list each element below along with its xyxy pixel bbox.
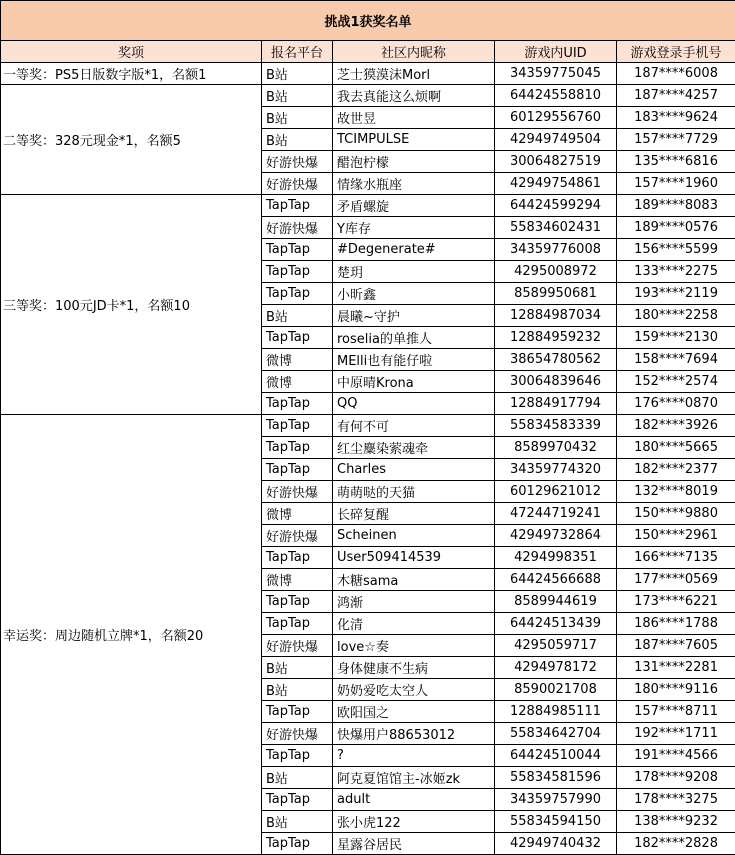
header-uid: 游戏内UID — [495, 41, 617, 63]
uid-cell: 30064827519 — [495, 151, 617, 173]
table-row — [1, 415, 735, 437]
uid-cell: 8589970432 — [495, 437, 617, 459]
header-nickname: 社区内昵称 — [333, 41, 495, 63]
platform-cell: TapTap — [262, 701, 333, 723]
phone-cell: 182****3926 — [617, 415, 735, 437]
nickname-cell: 欧阳国之 — [333, 701, 495, 723]
phone-cell: 138****9232 — [617, 811, 735, 833]
phone-cell: 135****6816 — [617, 151, 735, 173]
nickname-cell: 我去真能这么烦啊 — [333, 85, 495, 107]
nickname-cell: 故世昱 — [333, 107, 495, 129]
table-row — [1, 195, 735, 217]
phone-cell: 178****3275 — [617, 789, 735, 811]
uid-cell: 38654780562 — [495, 349, 617, 371]
nickname-cell: 芝士獏漠沫Morl — [333, 63, 495, 85]
phone-cell: 131****2281 — [617, 657, 735, 679]
platform-cell: B站 — [262, 129, 333, 151]
platform-cell: 好游快爆 — [262, 525, 333, 547]
uid-cell: 34359775045 — [495, 63, 617, 85]
phone-cell: 193****2119 — [617, 283, 735, 305]
prize-cell: 三等奖：100元JD卡*1，名额10 — [1, 195, 262, 415]
nickname-cell: 矛盾螺旋 — [333, 195, 495, 217]
platform-cell: B站 — [262, 657, 333, 679]
nickname-cell: 星露谷居民 — [333, 833, 495, 855]
phone-cell: 150****2961 — [617, 525, 735, 547]
nickname-cell: love☆奏 — [333, 635, 495, 657]
platform-cell: TapTap — [262, 459, 333, 481]
uid-cell: 64424558810 — [495, 85, 617, 107]
uid-cell: 64424599294 — [495, 195, 617, 217]
uid-cell: 4295008972 — [495, 261, 617, 283]
phone-cell: 180****5665 — [617, 437, 735, 459]
platform-cell: 好游快爆 — [262, 217, 333, 239]
table-row — [1, 63, 735, 85]
uid-cell: 55834602431 — [495, 217, 617, 239]
phone-cell: 166****7135 — [617, 547, 735, 569]
nickname-cell: 有何不可 — [333, 415, 495, 437]
nickname-cell: 萌萌哒的天猫 — [333, 481, 495, 503]
phone-cell: 187****4257 — [617, 85, 735, 107]
nickname-cell: QQ — [333, 393, 495, 415]
header-prize: 奖项 — [1, 41, 262, 63]
phone-cell: 133****2275 — [617, 261, 735, 283]
nickname-cell: 楚玥 — [333, 261, 495, 283]
nickname-cell: 张小虎122 — [333, 811, 495, 833]
platform-cell: TapTap — [262, 393, 333, 415]
platform-cell: 微博 — [262, 349, 333, 371]
phone-cell: 180****9116 — [617, 679, 735, 701]
uid-cell: 55834642704 — [495, 723, 617, 745]
uid-cell: 60129621012 — [495, 481, 617, 503]
platform-cell: TapTap — [262, 261, 333, 283]
nickname-cell: 醋泡柠檬 — [333, 151, 495, 173]
uid-cell: 42949754861 — [495, 173, 617, 195]
uid-cell: 34359776008 — [495, 239, 617, 261]
platform-cell: TapTap — [262, 239, 333, 261]
uid-cell: 55834594150 — [495, 811, 617, 833]
platform-cell: TapTap — [262, 195, 333, 217]
table-body — [1, 63, 735, 855]
uid-cell: 42949732864 — [495, 525, 617, 547]
uid-cell: 42949740432 — [495, 833, 617, 855]
phone-cell: 152****2574 — [617, 371, 735, 393]
uid-cell: 12884985111 — [495, 701, 617, 723]
nickname-cell: Charles — [333, 459, 495, 481]
platform-cell: 好游快爆 — [262, 151, 333, 173]
platform-cell: B站 — [262, 85, 333, 107]
phone-cell: 180****2258 — [617, 305, 735, 327]
uid-cell: 34359774320 — [495, 459, 617, 481]
phone-cell: 157****7729 — [617, 129, 735, 151]
phone-cell: 178****9208 — [617, 767, 735, 789]
nickname-cell: 晨曦~守护 — [333, 305, 495, 327]
platform-cell: TapTap — [262, 745, 333, 767]
nickname-cell: 情缘水瓶座 — [333, 173, 495, 195]
table-row — [1, 85, 735, 107]
phone-cell: 150****9880 — [617, 503, 735, 525]
prize-cell: 幸运奖：周边随机立牌*1，名额20 — [1, 415, 262, 855]
platform-cell: B站 — [262, 305, 333, 327]
nickname-cell: 鸿渐 — [333, 591, 495, 613]
nickname-cell: Scheinen — [333, 525, 495, 547]
uid-cell: 8590021708 — [495, 679, 617, 701]
nickname-cell: #Degenerate# — [333, 239, 495, 261]
uid-cell: 12884959232 — [495, 327, 617, 349]
nickname-cell: adult — [333, 789, 495, 811]
phone-cell: 189****8083 — [617, 195, 735, 217]
platform-cell: 微博 — [262, 569, 333, 591]
phone-cell: 173****6221 — [617, 591, 735, 613]
phone-cell: 189****0576 — [617, 217, 735, 239]
platform-cell: 微博 — [262, 503, 333, 525]
phone-cell: 157****1960 — [617, 173, 735, 195]
nickname-cell: 化清 — [333, 613, 495, 635]
platform-cell: TapTap — [262, 327, 333, 349]
uid-cell: 4295059717 — [495, 635, 617, 657]
phone-cell: 183****9624 — [617, 107, 735, 129]
platform-cell: TapTap — [262, 283, 333, 305]
header-row — [1, 41, 735, 63]
phone-cell: 159****2130 — [617, 327, 735, 349]
uid-cell: 4294978172 — [495, 657, 617, 679]
platform-cell: TapTap — [262, 789, 333, 811]
platform-cell: TapTap — [262, 547, 333, 569]
header-platform: 报名平台 — [262, 41, 333, 63]
platform-cell: 微博 — [262, 371, 333, 393]
platform-cell: TapTap — [262, 591, 333, 613]
nickname-cell: User509414539 — [333, 547, 495, 569]
uid-cell: 4294998351 — [495, 547, 617, 569]
prize-cell: 二等奖：328元现金*1，名额5 — [1, 85, 262, 195]
uid-cell: 12884987034 — [495, 305, 617, 327]
uid-cell: 12884917794 — [495, 393, 617, 415]
uid-cell: 34359757990 — [495, 789, 617, 811]
nickname-cell: TCIMPULSE — [333, 129, 495, 151]
nickname-cell: 中原晴Krona — [333, 371, 495, 393]
nickname-cell: 阿克夏馆馆主-冰姬zk — [333, 767, 495, 789]
phone-cell: 191****4566 — [617, 745, 735, 767]
phone-cell: 156****5599 — [617, 239, 735, 261]
phone-cell: 182****2828 — [617, 833, 735, 855]
uid-cell: 8589950681 — [495, 283, 617, 305]
platform-cell: 好游快爆 — [262, 481, 333, 503]
uid-cell: 64424566688 — [495, 569, 617, 591]
phone-cell: 177****0569 — [617, 569, 735, 591]
phone-cell: 187****6008 — [617, 63, 735, 85]
nickname-cell: 木糖sama — [333, 569, 495, 591]
uid-cell: 60129556760 — [495, 107, 617, 129]
uid-cell: 42949749504 — [495, 129, 617, 151]
phone-cell: 182****2377 — [617, 459, 735, 481]
uid-cell: 64424513439 — [495, 613, 617, 635]
platform-cell: TapTap — [262, 833, 333, 855]
platform-cell: B站 — [262, 767, 333, 789]
platform-cell: 好游快爆 — [262, 723, 333, 745]
prize-cell: 一等奖：PS5日版数字版*1，名额1 — [1, 63, 262, 85]
table-title: 挑战1获奖名单 — [1, 1, 735, 41]
platform-cell: B站 — [262, 107, 333, 129]
platform-cell: 好游快爆 — [262, 173, 333, 195]
nickname-cell: roselia的单推人 — [333, 327, 495, 349]
nickname-cell: 快爆用户88653012 — [333, 723, 495, 745]
nickname-cell: 小昕鑫 — [333, 283, 495, 305]
phone-cell: 192****1711 — [617, 723, 735, 745]
platform-cell: TapTap — [262, 415, 333, 437]
header-phone: 游戏登录手机号 — [617, 41, 735, 63]
uid-cell: 55834581596 — [495, 767, 617, 789]
nickname-cell: 身体健康不生病 — [333, 657, 495, 679]
phone-cell: 176****0870 — [617, 393, 735, 415]
nickname-cell: Y库存 — [333, 217, 495, 239]
nickname-cell: 长碎复醒 — [333, 503, 495, 525]
platform-cell: B站 — [262, 679, 333, 701]
uid-cell: 30064839646 — [495, 371, 617, 393]
uid-cell: 8589944619 — [495, 591, 617, 613]
platform-cell: TapTap — [262, 613, 333, 635]
nickname-cell: MElli也有能仔啦 — [333, 349, 495, 371]
platform-cell: 好游快爆 — [262, 635, 333, 657]
platform-cell: B站 — [262, 63, 333, 85]
uid-cell: 47244719241 — [495, 503, 617, 525]
platform-cell: TapTap — [262, 437, 333, 459]
nickname-cell: 奶奶爱吃太空人 — [333, 679, 495, 701]
phone-cell: 157****8711 — [617, 701, 735, 723]
phone-cell: 187****7605 — [617, 635, 735, 657]
platform-cell: B站 — [262, 811, 333, 833]
nickname-cell: 红尘麋染萦魂牵 — [333, 437, 495, 459]
phone-cell: 186****1788 — [617, 613, 735, 635]
nickname-cell: ? — [333, 745, 495, 767]
phone-cell: 132****8019 — [617, 481, 735, 503]
phone-cell: 158****7694 — [617, 349, 735, 371]
uid-cell: 55834583339 — [495, 415, 617, 437]
uid-cell: 64424510044 — [495, 745, 617, 767]
